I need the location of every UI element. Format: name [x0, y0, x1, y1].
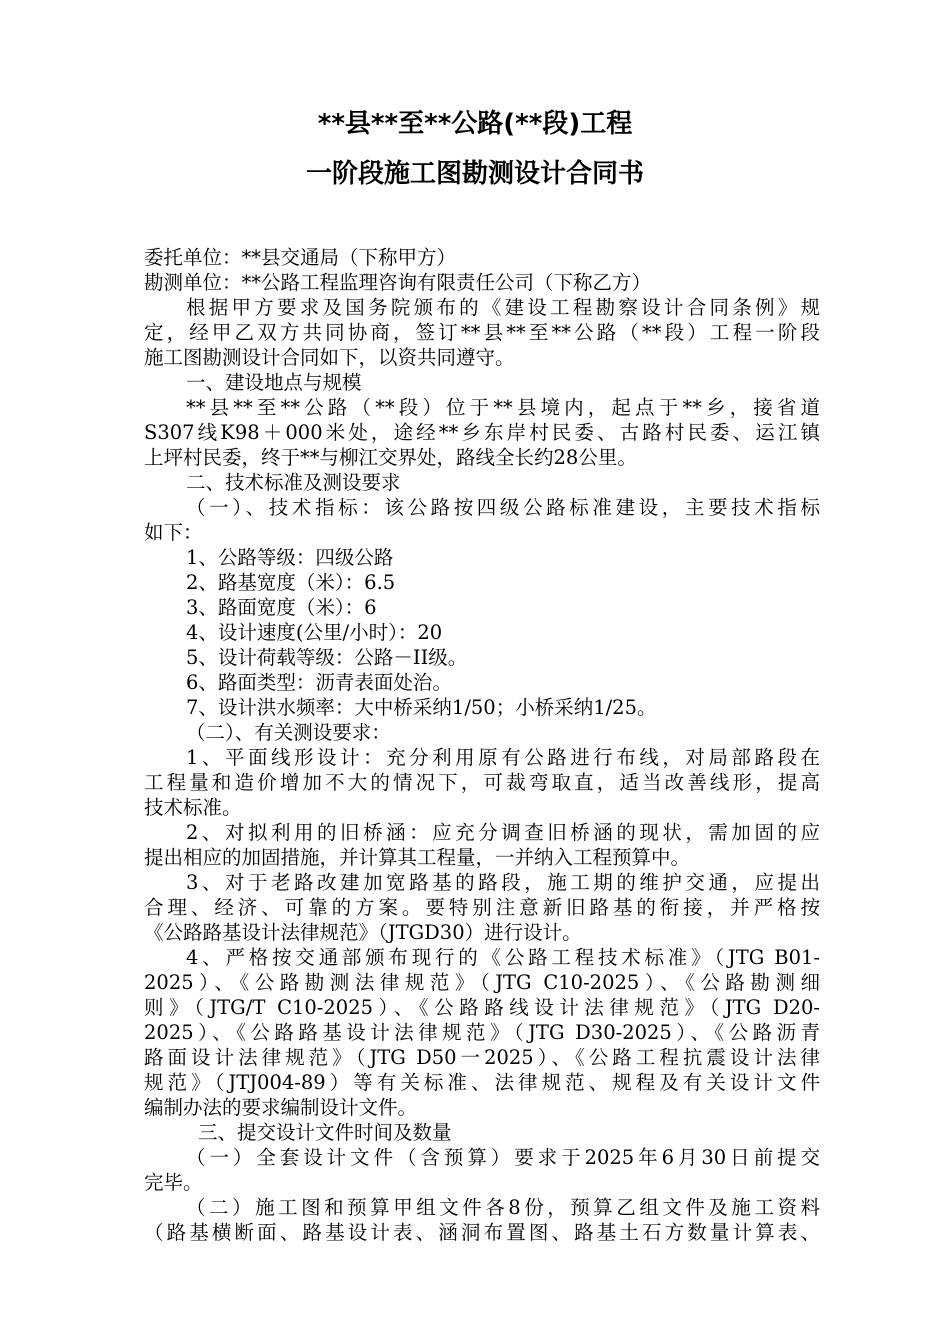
paragraph-line: 则》（JTG/T C10-2025）、《公路路线设计法律规范》（JTG D20-	[144, 996, 820, 1019]
document-title-line-2: 一阶段施工图勘测设计合同书	[305, 159, 644, 189]
paragraph-line: （路基横断面、路基设计表、涵洞布置图、路基土石方数量计算表、	[144, 1221, 820, 1244]
paragraph-line: 3、对于老路改建加宽路基的路段，施工期的维护交通，应提出	[186, 871, 820, 894]
client-line: 委托单位：**县交通局（下称甲方）	[144, 246, 457, 269]
paragraph-line: 根据甲方要求及国务院颁布的《建设工程勘察设计合同条例》规	[186, 296, 820, 319]
surveyor-line: 勘测单位：**公路工程监理咨询有限责任公司（下称乙方）	[144, 271, 652, 294]
spec-item: 1、公路等级：四级公路	[186, 546, 394, 569]
paragraph-line: 定，经甲乙双方共同协商，签订**县**至**公路（**段）工程一阶段	[144, 321, 820, 344]
section-heading: 三、提交设计文件时间及数量	[198, 1121, 452, 1144]
section-heading: 二、技术标准及测设要求	[186, 471, 401, 494]
spec-item: 4、设计速度(公里/小时）：20	[186, 621, 443, 644]
paragraph-line: 规范》（JTJ004-89）等有关标准、法律规范、规程及有关设计文件	[144, 1071, 820, 1094]
paragraph-line: （一）全套设计文件（含预算）要求于2025年6月30日前提交	[186, 1146, 820, 1169]
subsection-heading: （二）、有关测设要求：	[186, 721, 391, 744]
paragraph-line: 施工图勘测设计合同如下，以资共同遵守。	[144, 346, 515, 369]
paragraph-line: （一）、技术指标：该公路按四级公路标准建设，主要技术指标	[186, 496, 820, 519]
paragraph-line: S307线K98＋000米处，途经**乡东岸村民委、古路村民委、运江镇	[144, 421, 820, 444]
paragraph-line: 编制办法的要求编制设计文件。	[144, 1096, 418, 1119]
paragraph-line: 技术标准。	[144, 796, 242, 819]
paragraph-line: **县**至**公路（**段）位于**县境内，起点于**乡，接省道	[186, 396, 820, 419]
paragraph-line: 完毕。	[144, 1171, 203, 1194]
paragraph-line: 上坪村民委，终于**与柳江交界处，路线全长约28公里。	[144, 446, 637, 469]
paragraph-line: 2025）、《公路路基设计法律规范》（JTG D30-2025）、《公路沥青	[144, 1021, 820, 1044]
spec-item: 6、路面类型：沥青表面处治。	[186, 671, 452, 694]
spec-item: 7、设计洪水频率：大中桥采纳1/50；小桥采纳1/25。	[186, 696, 657, 719]
paragraph-line: 1、平面线形设计：充分利用原有公路进行布线，对局部路段在	[186, 746, 820, 769]
paragraph-line: 路面设计法律规范》（JTG D50一2025）、《公路工程抗震设计法律	[144, 1046, 820, 1069]
spec-item: 3、路面宽度（米）：6	[186, 596, 377, 619]
paragraph-line: 2、对拟利用的旧桥涵：应充分调查旧桥涵的现状，需加固的应	[186, 821, 820, 844]
document-body	[144, 245, 820, 1245]
spec-item: 2、路基宽度（米）：6.5	[186, 571, 396, 594]
spec-item: 5、设计荷载等级：公路－II级。	[186, 646, 468, 669]
paragraph-line: （二）施工图和预算甲组文件各8份，预算乙组文件及施工资料	[186, 1196, 820, 1219]
paragraph-line: 2025）、《公路勘测法律规范》（JTG C10-2025）、《公路勘测细	[144, 971, 820, 994]
section-heading: 一、建设地点与规模	[186, 371, 362, 394]
paragraph-line: 《公路路基设计法律规范》（JTGD30）进行设计。	[144, 921, 582, 944]
paragraph-line: 工程量和造价增加不大的情况下，可裁弯取直，适当改善线形，提高	[144, 771, 820, 794]
paragraph-line: 如下：	[144, 521, 203, 544]
paragraph-line: 提出相应的加固措施，并计算其工程量，一并纳入工程预算中。	[144, 846, 691, 869]
document-title-line-1: **县**至**公路(**段)工程	[317, 109, 633, 139]
paragraph-line: 4、严格按交通部颁布现行的《公路工程技术标准》（JTG B01-	[186, 946, 820, 969]
paragraph-line: 合理、经济、可靠的方案。要特别注意新旧路基的衔接，并严格按	[144, 896, 820, 919]
